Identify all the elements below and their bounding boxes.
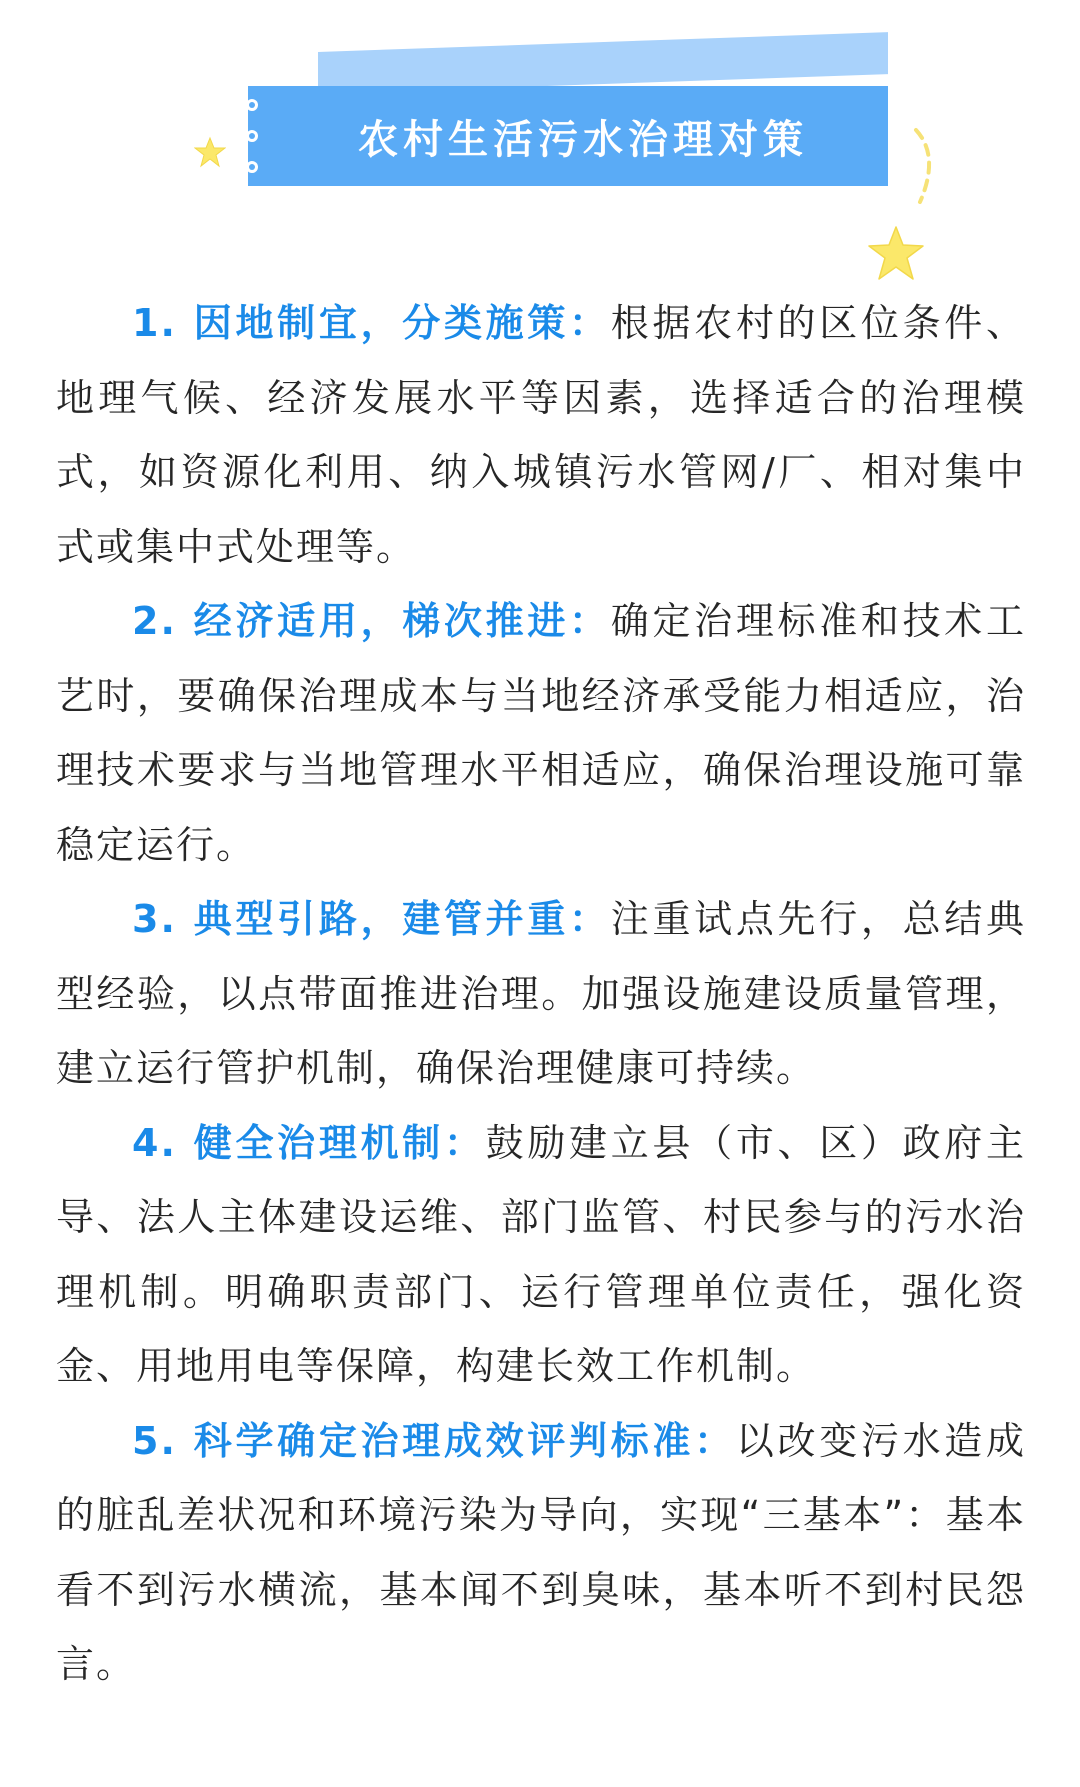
paragraph-heading: 1. 因地制宜，分类施策： [132,301,611,345]
article-body [56,286,1026,1702]
paragraph-text: 鼓励建立县（市、区）政府主导、法人主体建设运维、部门监管、村民参与的污水治理机制。明确职责部门、运行管理单位责任，强化资金、用地用电等保障，构建长效工作机制。 [56,1120,1026,1388]
paragraph-heading: 4. 健全治理机制： [132,1120,486,1165]
paragraph-2 [56,584,1026,882]
dashed-arc-decoration [910,126,950,206]
paragraph-5 [56,1404,1026,1702]
paragraph-text: 注重试点先行，总结典型经验，以点带面推进治理。加强设施建设质量管理，建立运行管护机制，确保治理健康可持续。 [56,897,1026,1090]
paragraph-3 [56,882,1026,1106]
paragraph-heading: 3. 典型引路，建管并重： [132,897,611,941]
page-title: 农村生活污水治理对策 [358,116,808,163]
paragraph-text: 根据农村的区位条件、地理气候、经济发展水平等因素，选择适合的治理模式，如资源化利用、纳入城镇污水管网/厂、相对集中式或集中式处理等。 [56,301,1026,569]
star-icon [866,224,926,284]
title-banner [248,52,888,190]
paragraph-text: 以改变污水造成的脏乱差状况和环境污染为导向，实现“三基本”：基本看不到污水横流，基本闻不到臭味，基本听不到村民怨言。 [56,1418,1026,1686]
banner-back-strip [318,32,888,94]
paragraph-heading: 5. 科学确定治理成效评判标准： [132,1418,736,1463]
paragraph-text: 确定治理标准和技术工艺时，要确保治理成本与当地经济承受能力相适应，治理技术要求与当地管理水平相适应，确保治理设施可靠稳定运行。 [56,599,1026,867]
paragraph-4 [56,1106,1026,1404]
star-icon [194,136,226,168]
paragraph-heading: 2. 经济适用，梯次推进： [132,599,611,643]
paragraph-1 [56,286,1026,584]
